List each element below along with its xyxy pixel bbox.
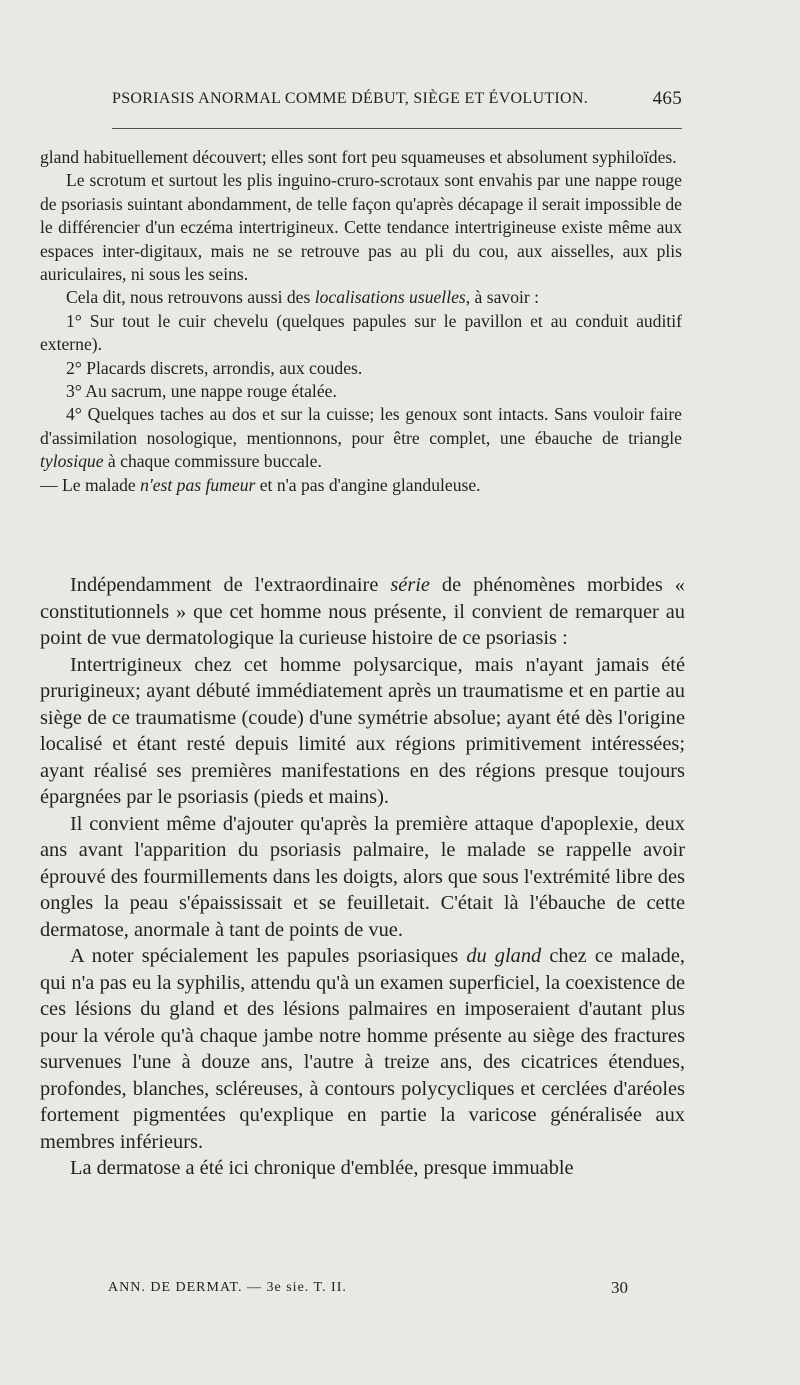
- main-text-section: [40, 572, 685, 1182]
- paragraph: La dermatose a été ici chronique d'emblée, presque immuable: [70, 1157, 574, 1179]
- paragraph: gland habituellement découvert; elles sont fort peu squameuses et absolument syphiloïdes.: [40, 147, 677, 167]
- emphasis: tylosique: [40, 451, 104, 472]
- page-number: 465: [652, 88, 682, 109]
- emphasis: série: [390, 574, 430, 596]
- emphasis: localisations usuelles: [314, 287, 466, 308]
- paragraph: Cela dit, nous retrouvons aussi des localisations usuelles, à savoir :: [66, 287, 540, 308]
- list-item: 4° Quelques taches au dos et sur la cuisse; les genoux sont intacts. Sans vouloir faire d'assimilation nosologique, mentionnons, pour être complet, une ébauche de triangle tylosique à chaque commissure buccale.: [40, 404, 682, 472]
- list-item: 2° Placards discrets, arrondis, aux coudes.: [66, 357, 363, 378]
- running-title: PSORIASIS ANORMAL COMME DÉBUT, SIÈGE ET ÉVOLUTION.: [112, 90, 589, 107]
- emphasis: n'est pas fumeur: [140, 474, 256, 495]
- small-type-section: [40, 146, 682, 497]
- journal-reference: ANN. DE DERMAT. — 3e sie. T. II.: [108, 1280, 347, 1295]
- paragraph: Le scrotum et surtout les plis inguino-cruro-scrotaux sont envahis par une nappe rouge de psoriasis suintant abondamment, de telle façon qu'après décapage il serait impossible de le différencier d'un eczéma intertrigineux. Cette tendance intertrigineuse existe même aux espaces inter-digitaux, mais ne se retrouve pas au pli du cou, aux aisselles, aux plis auriculaires, ni sous les seins.: [40, 170, 682, 285]
- header-rule: [112, 128, 682, 129]
- list-item: 3° Au sacrum, une nappe rouge étalée.: [66, 381, 337, 402]
- paragraph: Il convient même d'ajouter qu'après la première attaque d'apoplexie, deux ans avant l'apparition du psoriasis palmaire, le malade se rappelle avoir éprouvé des fourmillements dans les doigts, alors que sous l'extrémité libre des ongles la peau s'épaississait et se feuilletait. C'était là l'ébauche de cette dermatose, anormale à tant de points de vue.: [40, 812, 685, 941]
- paragraph: Indépendamment de l'extraordinaire série de phénomènes morbides « constitutionnels » que cet homme nous présente, il convient de remarquer au point de vue dermatologique la curieuse histoire de ce psoriasis :: [40, 574, 685, 649]
- paragraph: — Le malade n'est pas fumeur et n'a pas d'angine glanduleuse.: [40, 474, 481, 495]
- paragraph: A noter spécialement les papules psoriasiques du gland chez ce malade, qui n'a pas eu la syphilis, attendu qu'à un examen superficiel, la coexistence de ces lésions du gland et des lésions palmaires en imposeraient d'autant plus pour la vérole qu'à chaque jambe notre homme présente au siège des fractures survenues l'une à douze ans, l'autre à treize ans, des cicatrices étendues, profondes, blanches, scléreuses, à contours polycycliques et cerclées d'aréoles fortement pigmentées qu'explique en partie la varicose généralisée aux membres inférieurs.: [40, 945, 685, 1153]
- paragraph: Intertrigineux chez cet homme polysarcique, mais n'ayant jamais été prurigineux; ayant débuté immédiatement après un traumatisme et en partie au siège de ce traumatisme (coude) d'une symétrie absolue; ayant été dès l'origine localisé et étant resté depuis limité aux régions primitivement intéressées; ayant réalisé ses premières manifestations en des régions presque toujours épargnées par le psoriasis (pieds et mains).: [40, 653, 685, 808]
- list-item: 1° Sur tout le cuir chevelu (quelques papules sur le pavillon et au conduit auditif externe).: [40, 310, 682, 355]
- emphasis: du gland: [466, 945, 542, 967]
- signature-mark: 30: [611, 1278, 628, 1297]
